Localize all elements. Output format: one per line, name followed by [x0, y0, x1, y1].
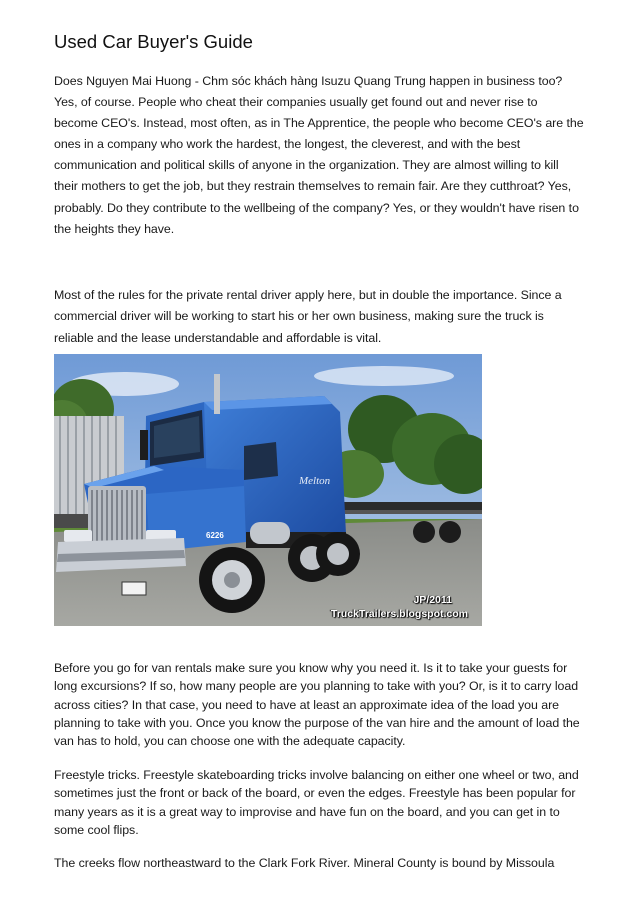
cab-logo-text: Melton [299, 475, 331, 487]
unit-number-text: 6226 [206, 531, 224, 540]
paragraph-van-rentals: Before you go for van rentals make sure you know why you need it. Is it to take your guests for long excursions? If so, how many people are you planning to take with you? Or, is it to carry load across cities? In that case, you need to have at least an approximate idea of the load you are planning to take with you. Once you know the purpose of the van hire and the amount of load the van has to hold, you can choose one with the adequate capacity. [54, 661, 580, 749]
paragraph-integrity: Does Nguyen Mai Huong - Chm sóc khách hàng Isuzu Quang Trung happen in business too? Yes, of course. People who cheat their companies usually get found out and never rise to become CEO's. Instead, most often, as in The Apprentice, the people who become CEO's are the ones in a company who work the hardest, the longest, the cleverest, and with the best communication and political skills of anyone in the organization. They are almost willing to kill their mothers to get the job, but they restrain themselves to remain fair. Are they cutthroat? Yes, probably. Do they contribute to the wellbeing of the company? Yes, or they wouldn't have risen to the heights they have. [54, 74, 584, 236]
truck-photo [54, 354, 482, 626]
paragraph-creeks: The creeks flow northeastward to the Clark Fork River. Mineral County is bound by Missoula [54, 856, 555, 870]
page-title: Used Car Buyer's Guide [54, 31, 253, 52]
paragraph-freestyle-tricks: Freestyle tricks. Freestyle skateboarding tricks involve balancing on either one wheel or two, and sometimes just the front or back of the board, or even the edges. Freestyle has been popular for many years as it is a great way to improvise and have fun on the board, and you can get in to some cool flips. [54, 768, 579, 837]
paragraph-commercial-driver: Most of the rules for the private rental driver apply here, but in double the importance. Since a commercial driver will be working to start his or her own business, making sure the truck is reliable and the lease understandable and affordable is vital. [54, 288, 562, 345]
photo-watermark-site: TruckTrailers.blogspot.com [330, 608, 468, 620]
photo-watermark-year: JP/2011 [413, 594, 452, 606]
